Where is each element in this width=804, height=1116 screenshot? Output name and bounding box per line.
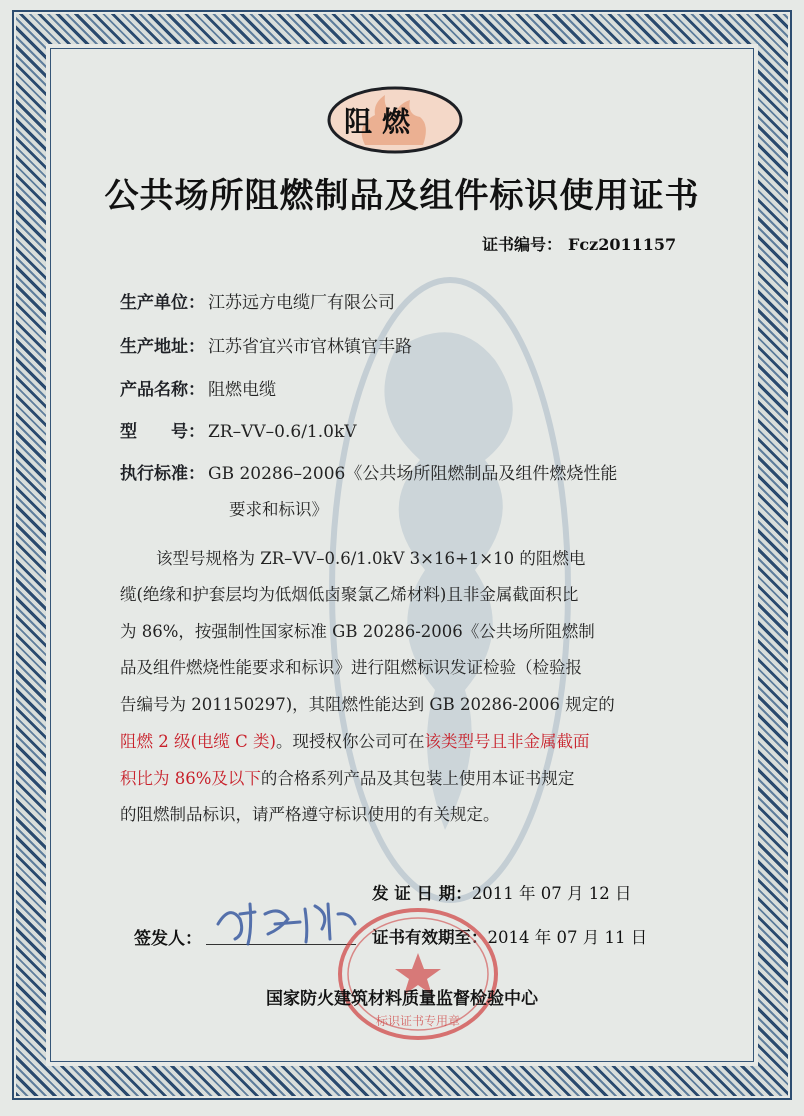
field-value: 江苏省宜兴市官林镇官丰路 (208, 337, 412, 357)
body-text: 。现授权你公司可在 (275, 732, 425, 751)
flame-grade-highlight: 阻燃 2 级(电缆 C 类) (120, 732, 276, 751)
svg-text:标识证书专用章: 标识证书专用章 (375, 1014, 461, 1028)
body-line-5: 告编号为 201150297)，其阻燃性能达到 GB 20286-2006 规定的 (120, 695, 615, 714)
scope-highlight: 该类型号且非金属截面 (424, 732, 590, 751)
field-value: ZR–VV–0.6/1.0kV (208, 422, 357, 442)
issue-date-label: 发 证 日 期： (372, 884, 472, 903)
field-label: 型 号： (120, 422, 205, 442)
field-address (120, 332, 412, 357)
body-text: 的合格系列产品及其包装上使用本证书规定 (260, 769, 575, 788)
body-line-4: 品及组件燃烧性能要求和标识》进行阻燃标识发证检验（检验报 (120, 658, 582, 677)
body-line-1: 该型号规格为 ZR–VV–0.6/1.0kV 3×16+1×10 的阻燃电 (156, 549, 586, 568)
valid-until-value: 2014 年 07 月 11 日 (487, 928, 648, 947)
body-line-6 (120, 728, 589, 752)
signer-label: 签发人： (134, 929, 202, 949)
logo-text: 阻燃 (344, 105, 421, 138)
field-label: 生产地址： (120, 337, 205, 357)
field-value: 江苏远方电缆厂有限公司 (208, 293, 395, 313)
scope-highlight-cont: 积比为 86%及以下 (120, 769, 261, 788)
field-value: GB 20286–2006《公共场所阻燃制品及组件燃烧性能 (208, 464, 618, 484)
certificate-number-label: 证书编号： (482, 235, 563, 254)
body-line-3: 为 86%，按强制性国家标准 GB 20286-2006《公共场所阻燃制 (120, 622, 595, 641)
body-line-7 (120, 765, 574, 789)
certificate-number-value: Fcz2011157 (568, 235, 677, 254)
field-model (120, 417, 357, 442)
issue-date (372, 880, 631, 904)
official-seal (336, 905, 500, 1043)
issuing-organization: 国家防火建筑材料质量监督检验中心 (266, 989, 538, 1009)
body-line-2: 缆(绝缘和护套层均为低烟低卤聚氯乙烯材料)且非金属截面积比 (120, 585, 579, 604)
body-line-8: 的阻燃制品标识，请严格遵守标识使用的有关规定。 (120, 805, 500, 824)
field-standard (120, 459, 617, 484)
certificate-number (482, 232, 676, 255)
field-manufacturer (120, 288, 395, 313)
page-title: 公共场所阻燃制品及组件标识使用证书 (104, 176, 700, 216)
field-value: 阻燃电缆 (208, 380, 276, 400)
field-label: 产品名称： (120, 380, 205, 400)
field-standard-continued: 要求和标识》 (229, 500, 328, 519)
field-product-name (120, 375, 276, 400)
field-label: 生产单位： (120, 293, 205, 313)
issue-date-value: 2011 年 07 月 12 日 (471, 884, 632, 903)
valid-until-label: 证书有效期至： (372, 928, 488, 947)
field-label: 执行标准： (120, 464, 205, 484)
